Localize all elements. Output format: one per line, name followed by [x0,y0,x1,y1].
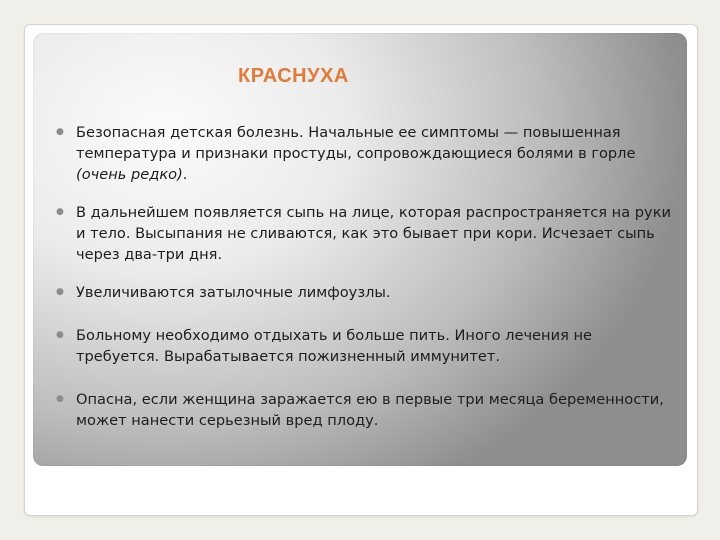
bullet-text: Безопасная детская болезнь. Начальные ее симптомы — повышенная температура и признаки простуды, сопровождающиеся болями в горле (очень редко). [76,124,636,183]
bullet-text: Увеличиваются затылочные лимфоузлы. [76,284,391,301]
bullet-icon: ● [56,330,64,340]
bullet-text: Опасна, если женщина заражается ею в первые три месяца беременности, может нанести серьезный вред плоду. [76,391,664,429]
bullet-icon: ● [56,207,64,217]
bullet-text: В дальнейшем появляется сыпь на лице, которая распространяется на руки и тело. Высыпания не сливаются, как это бывает при кори. Исчезает сыпь через два-три дня. [76,204,671,263]
slide-title: КРАСНУХА [238,65,349,87]
bullet-icon: ● [56,394,64,404]
bullet-icon: ● [56,127,64,137]
bullet-item [56,389,686,431]
bullet-item [56,122,686,185]
bullet-item [56,202,686,265]
bullet-text: Больному необходимо отдыхать и больше пить. Иного лечения не требуется. Вырабатывается пожизненный иммунитет. [76,327,593,365]
bullet-item [56,282,686,303]
bullet-item [56,325,686,367]
bullet-icon: ● [56,287,64,297]
